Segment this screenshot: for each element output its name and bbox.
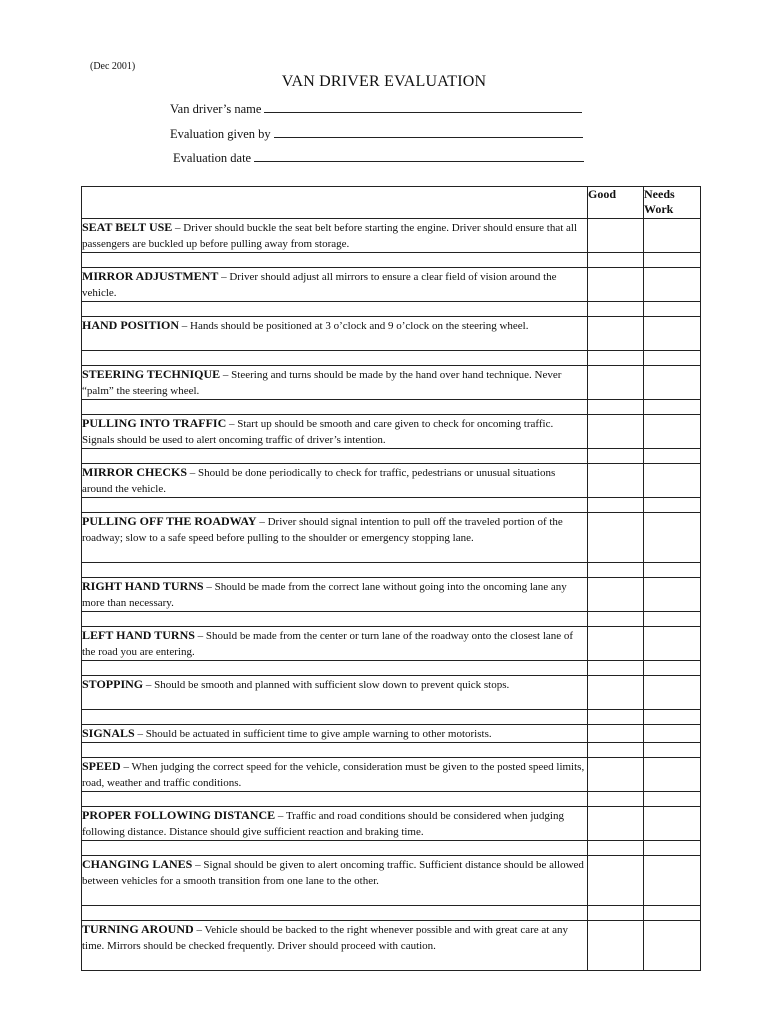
criterion-label: PULLING OFF THE ROADWAY: [82, 514, 257, 528]
table-row: [82, 268, 701, 302]
good-checkbox-cell[interactable]: [588, 676, 644, 710]
driver-name-field[interactable]: [170, 102, 582, 117]
needs-work-checkbox-cell[interactable]: [644, 366, 701, 400]
table-row: [82, 725, 701, 743]
good-checkbox-cell[interactable]: [588, 807, 644, 841]
criterion-description: [82, 513, 588, 563]
criterion-label: PROPER FOLLOWING DISTANCE: [82, 808, 276, 822]
driver-name-label: Van driver’s name: [170, 102, 262, 116]
needs-work-column-header: Needs Work: [644, 187, 701, 219]
good-checkbox-cell[interactable]: [588, 725, 644, 743]
spacer-row: [82, 400, 701, 415]
needs-work-checkbox-cell[interactable]: [644, 856, 701, 906]
evaluator-field[interactable]: [170, 127, 583, 142]
evaluation-date-field[interactable]: [173, 151, 584, 166]
needs-work-checkbox-cell[interactable]: [644, 758, 701, 792]
spacer-row: [82, 563, 701, 578]
table-row: [82, 366, 701, 400]
evaluation-date-label: Evaluation date: [173, 151, 252, 165]
spacer-row: [82, 498, 701, 513]
needs-work-checkbox-cell[interactable]: [644, 676, 701, 710]
spacer-row: [82, 351, 701, 366]
criterion-description: [82, 268, 588, 302]
criterion-label: STEERING TECHNIQUE: [82, 367, 221, 381]
good-checkbox-cell[interactable]: [588, 921, 644, 971]
criterion-description: [82, 921, 588, 971]
needs-work-checkbox-cell[interactable]: [644, 317, 701, 351]
needs-work-checkbox-cell[interactable]: [644, 268, 701, 302]
table-row: [82, 856, 701, 906]
table-row: [82, 219, 701, 253]
criterion-text: – Driver should buckle the seat belt before starting the engine. Driver should ensure that all passengers are buckled up before pulling away from storage.: [82, 222, 578, 250]
criterion-label: SIGNALS: [82, 726, 135, 740]
criterion-text: – Traffic and road conditions should be considered when judging following distance. Distance should give sufficient reaction and braking time.: [82, 810, 564, 838]
evaluator-line[interactable]: [274, 127, 583, 138]
criterion-label: SPEED: [82, 759, 121, 773]
needs-work-checkbox-cell[interactable]: [644, 415, 701, 449]
criterion-label: PULLING INTO TRAFFIC: [82, 416, 227, 430]
criterion-description: [82, 578, 588, 612]
good-checkbox-cell[interactable]: [588, 627, 644, 661]
criterion-description: [82, 317, 588, 351]
table-row: [82, 513, 701, 563]
criterion-description: [82, 725, 588, 743]
good-checkbox-cell[interactable]: [588, 856, 644, 906]
criterion-text: – Should be actuated in sufficient time to give ample warning to other motorists.: [134, 728, 492, 740]
criterion-text: – Signal should be given to alert oncoming traffic. Sufficient distance should be allowed between vehicles for a smooth transition from one lane to the other.: [82, 859, 584, 887]
table-row: [82, 415, 701, 449]
criterion-text: – Driver should signal intention to pull off the traveled portion of the roadway; slow to a safe speed before pulling to the shoulder or emergency stopping lane.: [82, 516, 563, 544]
criterion-label: HAND POSITION: [82, 318, 180, 332]
table-row: [82, 807, 701, 841]
needs-work-checkbox-cell[interactable]: [644, 627, 701, 661]
criterion-text: – Should be made from the center or turn lane of the roadway onto the closest lane of the road you are entering.: [82, 630, 574, 658]
revision-date: (Dec 2001): [90, 61, 136, 72]
needs-work-checkbox-cell[interactable]: [644, 513, 701, 563]
spacer-row: [82, 743, 701, 758]
criterion-description: [82, 807, 588, 841]
criterion-description: [82, 627, 588, 661]
criterion-description: [82, 219, 588, 253]
criterion-description: [82, 415, 588, 449]
criterion-label: CHANGING LANES: [82, 857, 193, 871]
good-checkbox-cell[interactable]: [588, 758, 644, 792]
needs-work-checkbox-cell[interactable]: [644, 921, 701, 971]
good-checkbox-cell[interactable]: [588, 317, 644, 351]
needs-work-checkbox-cell[interactable]: [644, 578, 701, 612]
criterion-label: RIGHT HAND TURNS: [82, 579, 204, 593]
good-checkbox-cell[interactable]: [588, 578, 644, 612]
evaluation-date-line[interactable]: [254, 151, 584, 162]
spacer-row: [82, 302, 701, 317]
good-checkbox-cell[interactable]: [588, 415, 644, 449]
page-title: VAN DRIVER EVALUATION: [281, 73, 487, 90]
criterion-label: STOPPING: [82, 677, 144, 691]
criterion-description: [82, 676, 588, 710]
good-checkbox-cell[interactable]: [588, 366, 644, 400]
table-row: [82, 758, 701, 792]
spacer-row: [82, 906, 701, 921]
table-row: [82, 464, 701, 498]
spacer-row: [82, 841, 701, 856]
spacer-row: [82, 710, 701, 725]
criterion-text: – Vehicle should be backed to the right whenever possible and with great care at any time. Mirrors should be checked frequently. Driver should proceed with caution.: [82, 924, 568, 952]
criterion-text: – Should be smooth and planned with sufficient slow down to prevent quick stops.: [143, 679, 510, 691]
table-row: [82, 676, 701, 710]
good-checkbox-cell[interactable]: [588, 219, 644, 253]
needs-work-checkbox-cell[interactable]: [644, 219, 701, 253]
criterion-label: MIRROR ADJUSTMENT: [82, 269, 219, 283]
evaluation-table: [81, 186, 701, 971]
criterion-description: [82, 856, 588, 906]
needs-work-checkbox-cell[interactable]: [644, 464, 701, 498]
table-row: [82, 627, 701, 661]
criteria-header: [82, 187, 588, 219]
driver-name-line[interactable]: [264, 102, 582, 113]
criterion-label: MIRROR CHECKS: [82, 465, 188, 479]
spacer-row: [82, 612, 701, 627]
table-row: [82, 921, 701, 971]
criterion-description: [82, 464, 588, 498]
criterion-text: – Should be made from the correct lane without going into the oncoming lane any more than necessary.: [82, 581, 567, 609]
needs-work-checkbox-cell[interactable]: [644, 725, 701, 743]
spacer-row: [82, 449, 701, 464]
criterion-label: SEAT BELT USE: [82, 220, 173, 234]
table-header-row: [82, 187, 701, 219]
criterion-text: – When judging the correct speed for the vehicle, consideration must be given to the posted speed limits, road, weather and traffic conditions.: [82, 761, 585, 789]
criterion-description: [82, 366, 588, 400]
criterion-text: – Start up should be smooth and care given to check for oncoming traffic. Signals should be used to alert oncoming traffic of driver’s intention.: [82, 418, 554, 446]
good-checkbox-cell[interactable]: [588, 268, 644, 302]
spacer-row: [82, 661, 701, 676]
spacer-row: [82, 253, 701, 268]
criterion-label: TURNING AROUND: [82, 922, 194, 936]
spacer-row: [82, 792, 701, 807]
criterion-description: [82, 758, 588, 792]
criterion-text: – Should be done periodically to check for traffic, pedestrians or unusual situations around the vehicle.: [82, 467, 556, 495]
criterion-label: LEFT HAND TURNS: [82, 628, 195, 642]
evaluator-label: Evaluation given by: [170, 127, 271, 141]
needs-work-checkbox-cell[interactable]: [644, 807, 701, 841]
table-row: [82, 317, 701, 351]
criterion-text: – Hands should be positioned at 3 o’clock and 9 o’clock on the steering wheel.: [179, 320, 529, 332]
criterion-text: – Steering and turns should be made by the hand over hand technique. Never “palm” the steering wheel.: [82, 369, 562, 397]
criterion-text: – Driver should adjust all mirrors to ensure a clear field of vision around the vehicle.: [82, 271, 557, 299]
good-checkbox-cell[interactable]: [588, 513, 644, 563]
good-column-header: Good: [588, 187, 644, 219]
good-checkbox-cell[interactable]: [588, 464, 644, 498]
table-row: [82, 578, 701, 612]
